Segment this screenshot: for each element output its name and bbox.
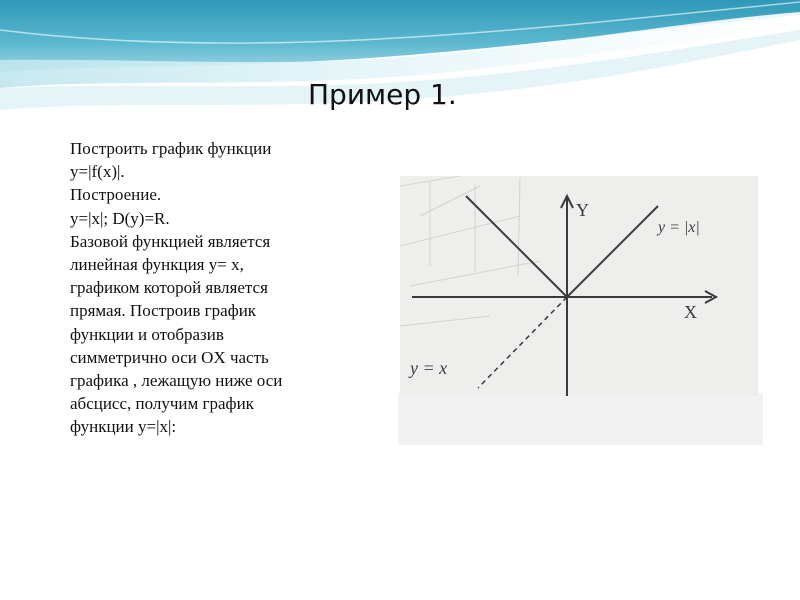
body-line: прямая. Построив график bbox=[70, 301, 257, 321]
body-line: линейная функция y= x, bbox=[70, 255, 244, 275]
body-line: функции и отобразив bbox=[70, 324, 224, 344]
body-line: Базовой функцией является bbox=[70, 231, 271, 251]
decorative-wave-banner bbox=[0, 0, 800, 140]
body-line: Построение. bbox=[70, 185, 162, 205]
body-line: y=|x|; D(y)=R. bbox=[70, 208, 170, 228]
body-line: графика , лежащую ниже оси bbox=[70, 371, 283, 391]
body-line: Построить график функции bbox=[70, 139, 272, 158]
abs-function-graph bbox=[400, 176, 758, 396]
body-line: функции y=|x|: bbox=[70, 417, 177, 437]
figure-shadow bbox=[398, 393, 763, 445]
body-line: абсцисс, получим график bbox=[70, 394, 254, 414]
body-line: симметрично оси OX часть bbox=[70, 347, 269, 367]
body-line: y=|f(x)|. bbox=[70, 162, 125, 182]
body-line: графиком которой является bbox=[70, 278, 268, 298]
body-text bbox=[70, 137, 360, 439]
slide-title: Пример 1. bbox=[308, 78, 457, 111]
x-axis-label: X bbox=[684, 302, 697, 322]
line-label: y = x bbox=[410, 358, 448, 378]
abs-curve-label: y = |x| bbox=[658, 219, 700, 236]
y-axis-label: Y bbox=[576, 200, 589, 220]
